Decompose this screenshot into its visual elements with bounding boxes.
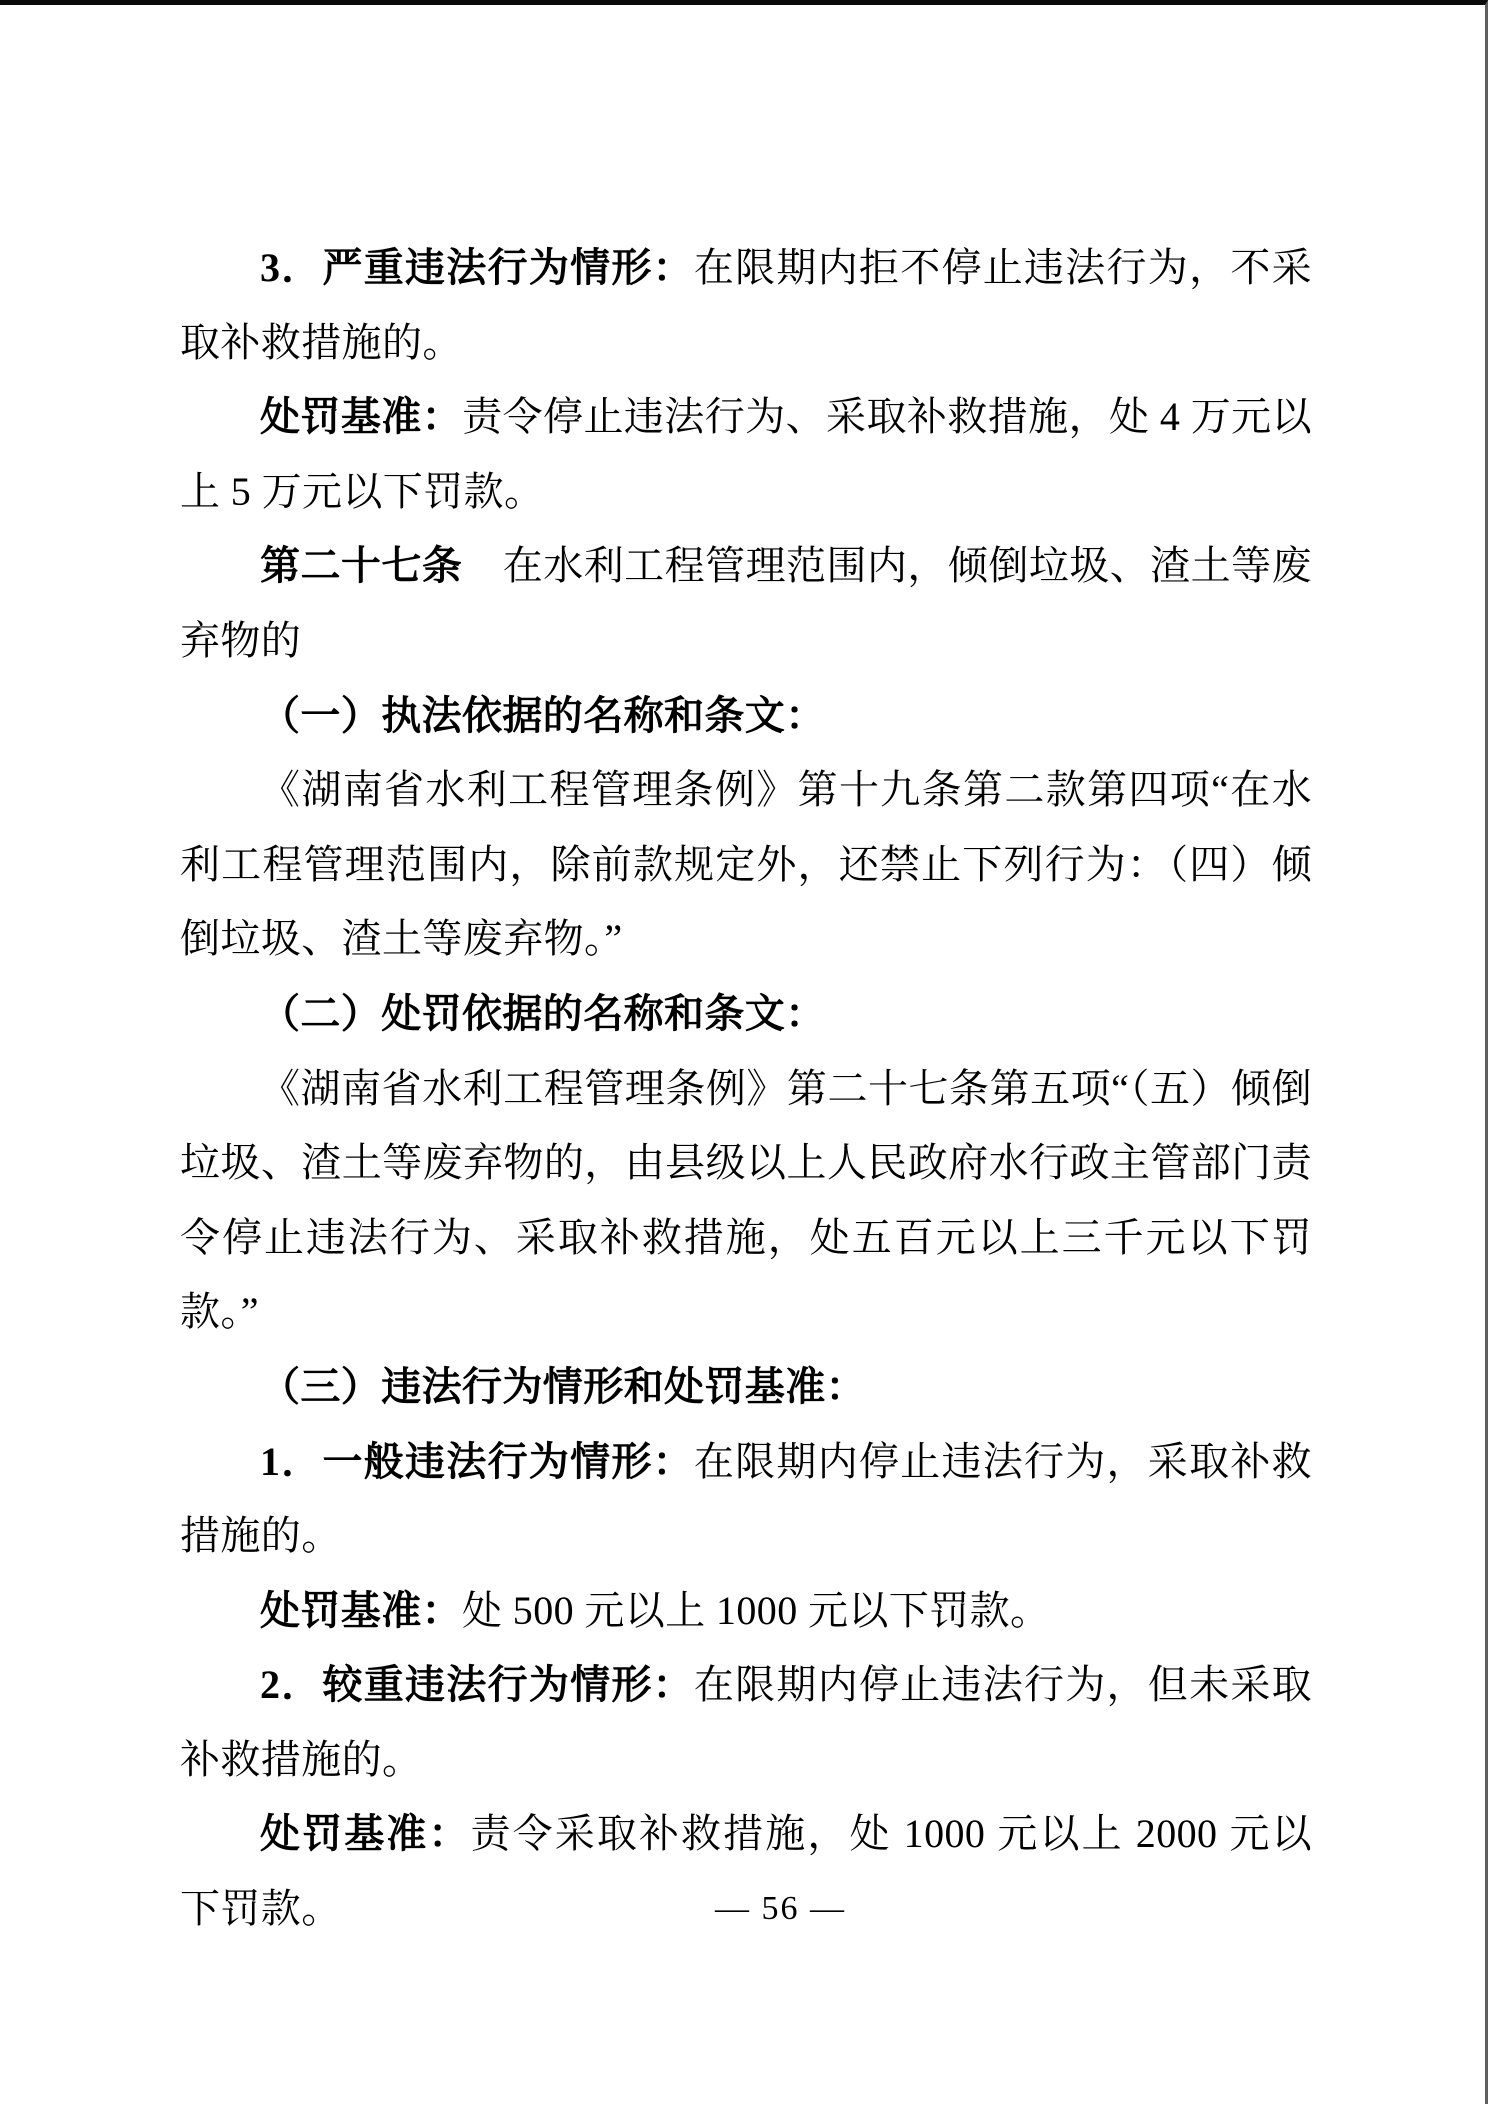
paragraph-body: 在限期内拒不停止违法行为，不采取补救措施的。 <box>180 245 1312 365</box>
paragraph-lead: 处罚基准： <box>260 394 463 440</box>
page-content <box>180 231 1312 1947</box>
heading-text: （二）处罚依据的名称和条文： <box>260 990 826 1036</box>
paragraph-body: 在限期内停止违法行为，采取补救措施的。 <box>180 1438 1312 1559</box>
paragraph-lead: 1．一般违法行为情形： <box>260 1438 694 1484</box>
paragraph-lead: 处罚基准： <box>260 1587 462 1633</box>
paragraph-lead: 2．较重违法行为情形： <box>260 1662 694 1708</box>
paragraph-severe-violation <box>180 231 1312 380</box>
paragraph-body: 在水利工程管理范围内，倾倒垃圾、渣土等废弃物的 <box>180 543 1313 663</box>
heading-text: （三）违法行为情形和处罚基准： <box>260 1363 866 1409</box>
paragraph-body: 《湖南省水利工程管理条例》第二十七条第五项“（五）倾倒垃圾、渣土等废弃物的，由县级以上人民政府水行政主管部门责令停止违法行为、采取补救措施，处五百元以上三千元以下罚款。” <box>180 1065 1312 1335</box>
paragraph-general-violation <box>180 1425 1312 1574</box>
paragraph-body: 责令采取补救措施，处 1000 元以上 2000 元以下罚款。 <box>180 1811 1312 1932</box>
section-heading-3 <box>180 1350 1312 1425</box>
section-heading-2 <box>180 977 1312 1052</box>
paragraph-body: 在限期内停止违法行为，但未采取补救措施的。 <box>180 1662 1312 1782</box>
paragraph-article-27 <box>180 529 1312 678</box>
paragraph-body: 处 500 元以上 1000 元以下罚款。 <box>462 1587 1051 1633</box>
paragraph-law-basis-quote <box>180 753 1312 977</box>
paragraph-penalty-basis-quote <box>180 1052 1312 1350</box>
page-number: — 56 — <box>715 1890 846 1927</box>
section-heading-1 <box>180 679 1312 754</box>
heading-text: （一）执法依据的名称和条文： <box>260 692 826 738</box>
paragraph-penalty-standard-severe <box>180 380 1312 529</box>
paragraph-body: 责令停止违法行为、采取补救措施，处 4 万元以上 5 万元以下罚款。 <box>180 394 1312 514</box>
paragraph-penalty-standard-general <box>180 1574 1312 1649</box>
paragraph-lead: 第二十七条 <box>260 543 463 589</box>
paragraph-lead: 处罚基准： <box>260 1811 471 1857</box>
paragraph-serious-violation <box>180 1648 1312 1797</box>
paragraph-lead: 3．严重违法行为情形： <box>260 245 694 290</box>
paragraph-body: 《湖南省水利工程管理条例》第十九条第二款第四项“在水利工程管理范围内，除前款规定外，还禁止下列行为：（四）倾倒垃圾、渣土等废弃物。” <box>180 767 1312 962</box>
